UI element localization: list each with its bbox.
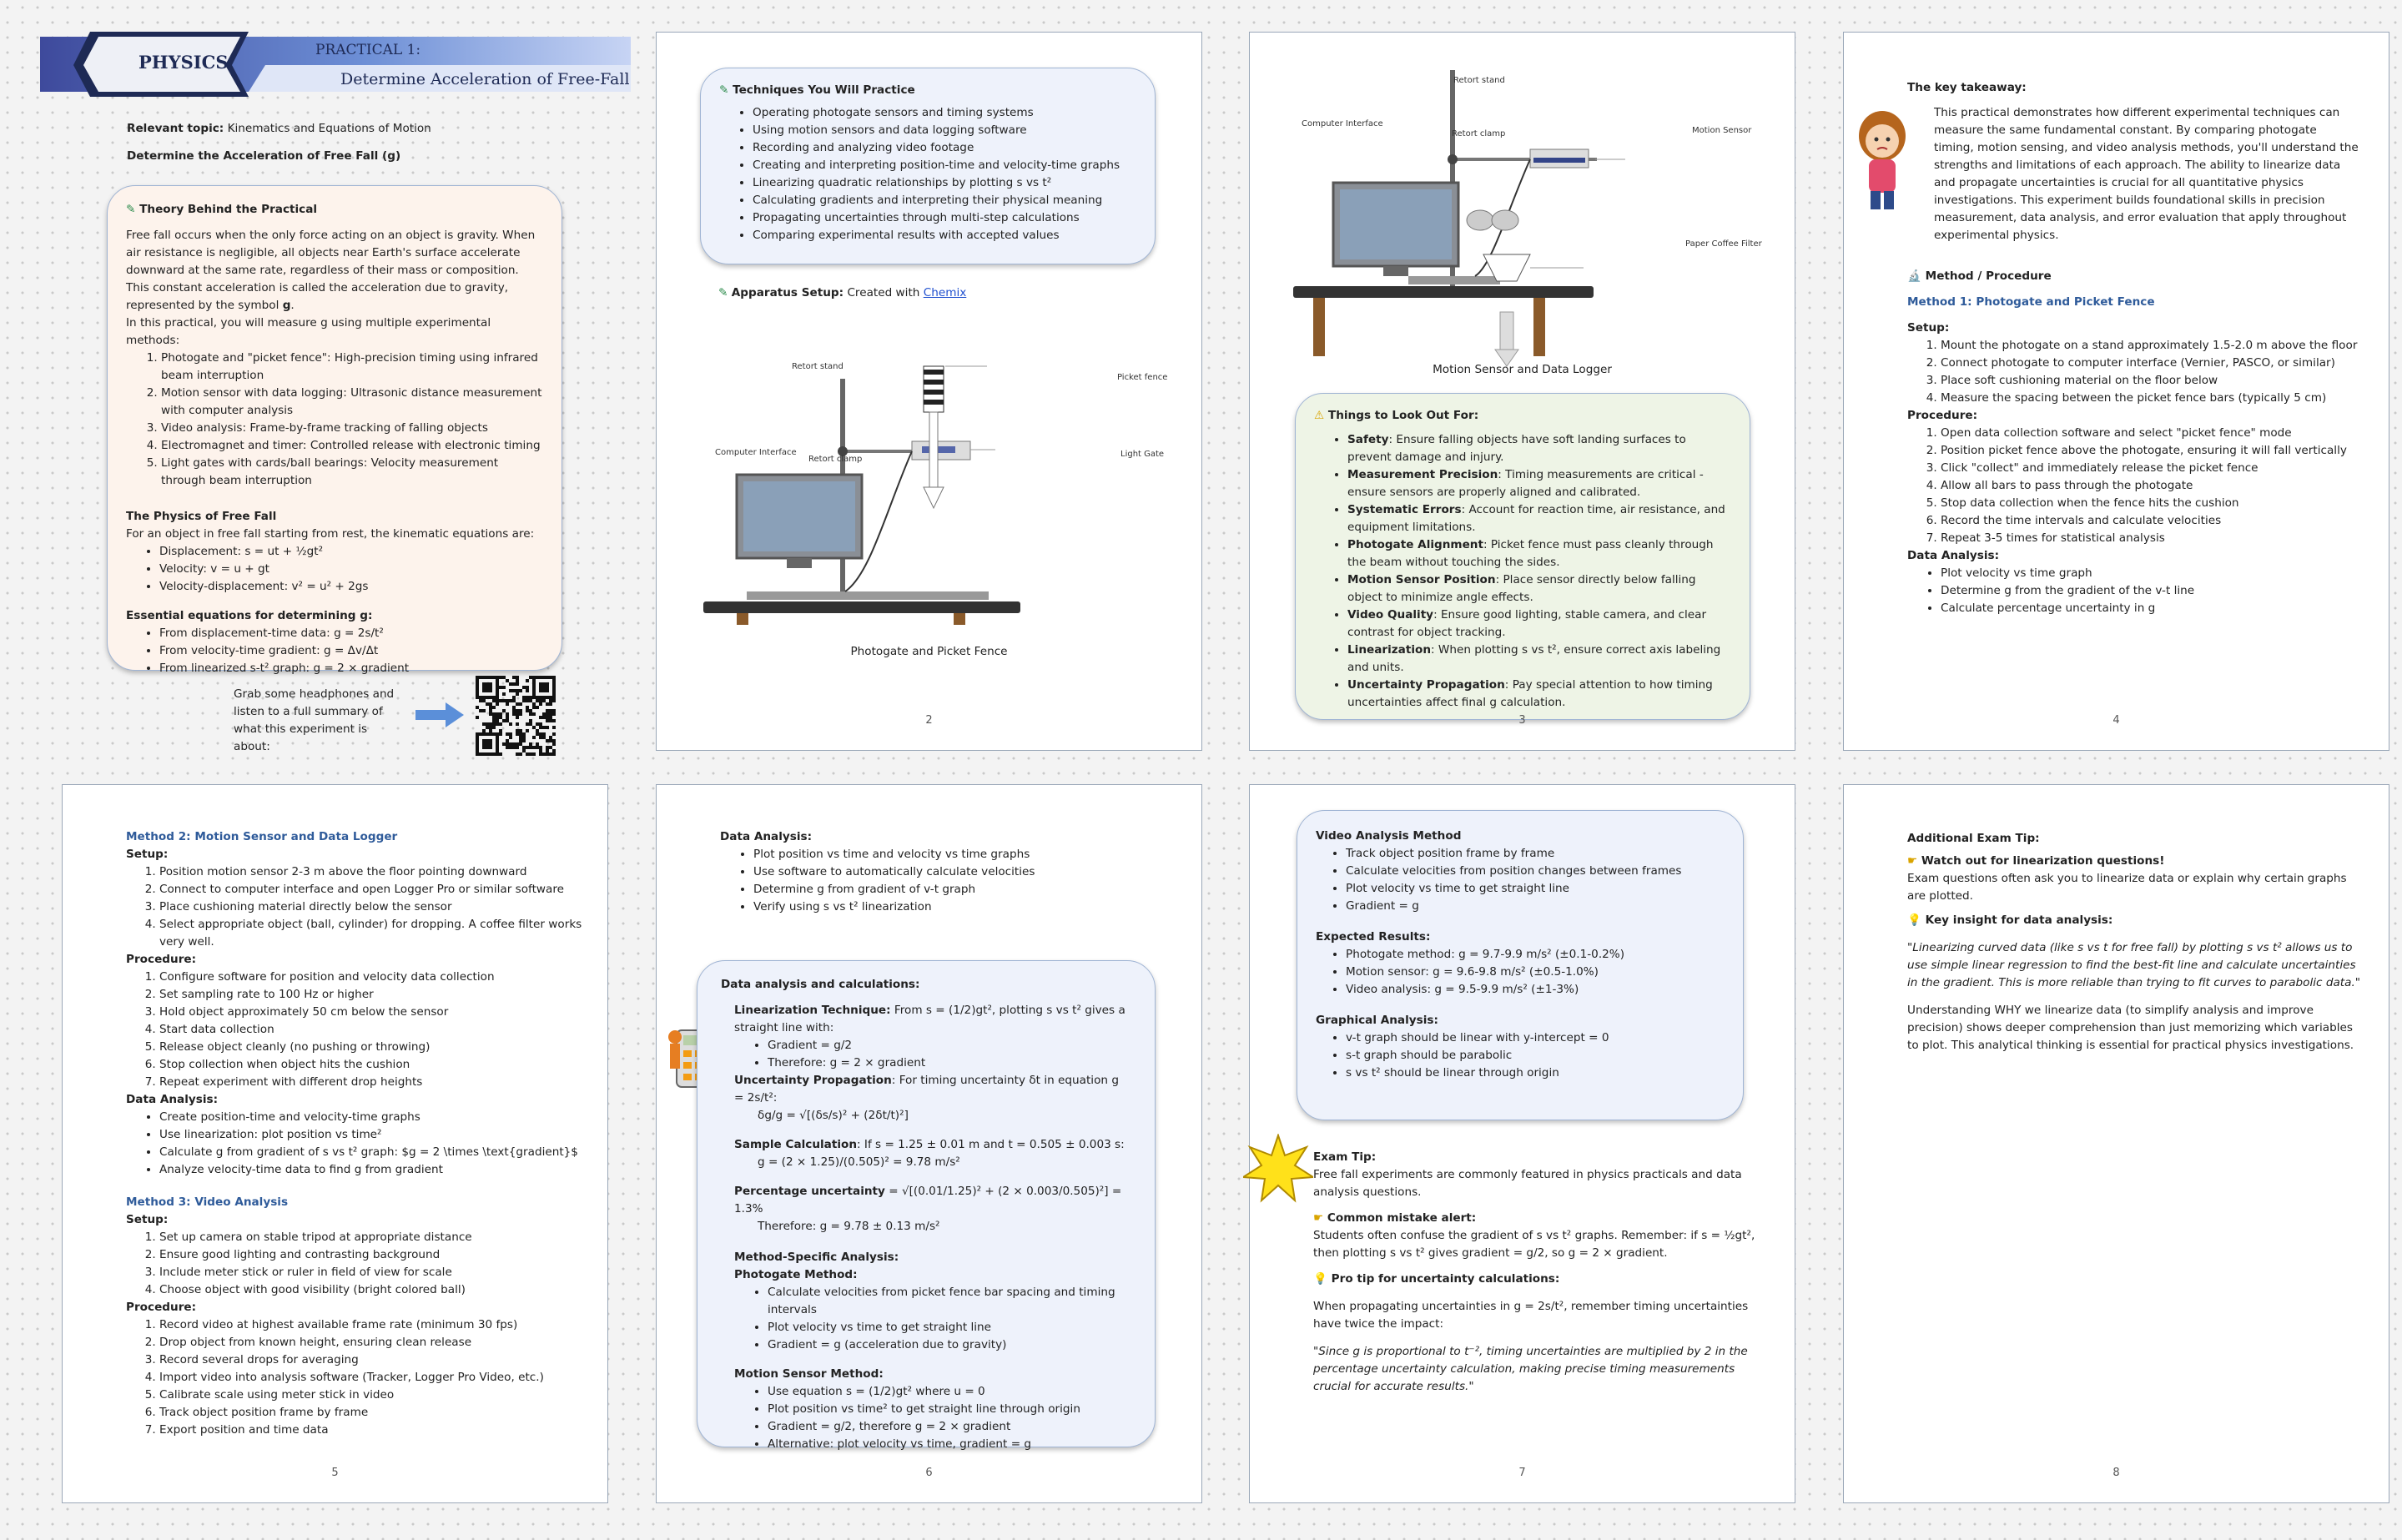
essential-list bbox=[126, 625, 543, 677]
linearization-line bbox=[721, 1002, 1131, 1037]
video-list bbox=[1316, 845, 1725, 915]
label-computer: Computer Interface bbox=[1302, 119, 1383, 128]
insight-title-text: Key insight for data analysis: bbox=[1925, 913, 2113, 927]
expected-list bbox=[1316, 946, 1725, 999]
list-item: • Use equation s = (1/2)gt² where u = 0 bbox=[768, 1383, 1131, 1401]
page-number: 3 bbox=[1518, 714, 1526, 727]
label-light-gate: Light Gate bbox=[1120, 450, 1165, 459]
methods-list bbox=[126, 350, 543, 490]
list-item: • Photogate method: g = 9.7-9.9 m/s² (±0.1-0.2%) bbox=[1346, 946, 1725, 964]
analysis-list bbox=[720, 846, 1171, 916]
starburst-icon bbox=[1243, 1134, 1313, 1204]
list-item: • Recording and analyzing video footage bbox=[753, 139, 1136, 157]
page-number: 2 bbox=[925, 714, 933, 727]
warning-icon: ⚠ bbox=[1314, 409, 1325, 422]
lin-label: Linearization Technique: bbox=[734, 1004, 891, 1017]
list-item: • Velocity: v = u + gt bbox=[159, 561, 543, 578]
m2-analysis-list bbox=[126, 1109, 593, 1179]
list-item: • Use software to automatically calculate velocities bbox=[753, 863, 1171, 881]
list-item: 3. Record several drops for averaging bbox=[159, 1351, 593, 1369]
insight-title bbox=[1907, 912, 2366, 929]
item-key: Uncertainty Propagation bbox=[1347, 678, 1505, 692]
motion-title: Motion Sensor Method: bbox=[734, 1367, 884, 1381]
label-motion-sensor: Motion Sensor bbox=[1692, 126, 1752, 135]
list-item: 2. Drop object from known height, ensuring clean release bbox=[159, 1334, 593, 1351]
list-item: • Create position-time and velocity-time graphs bbox=[159, 1109, 593, 1126]
list-item: 4. Allow all bars to pass through the photogate bbox=[1941, 477, 2374, 495]
list-item: 1. Mount the photogate on a stand approximately 1.5-2.0 m above the floor bbox=[1941, 337, 2374, 355]
physics-intro: For an object in free fall starting from rest, the kinematic equations are: bbox=[126, 527, 535, 541]
topic-value: Kinematics and Equations of Motion bbox=[227, 122, 431, 135]
list-item bbox=[1347, 501, 1731, 536]
watch-title-text: Watch out for linearization questions! bbox=[1921, 854, 2165, 868]
list-item: • Comparing experimental results with accepted values bbox=[753, 227, 1136, 244]
item-key: Systematic Errors bbox=[1347, 503, 1462, 516]
list-item: • Calculating gradients and interpreting their physical meaning bbox=[753, 192, 1136, 209]
audio-text: Grab some headphones and listen to a full summary of what this experiment is about: bbox=[234, 687, 395, 753]
percentage-result: Therefore: g = 9.78 ± 0.13 m/s² bbox=[758, 1220, 940, 1233]
label-clamp: Retort clamp bbox=[1452, 129, 1506, 138]
item-key: Photogate Alignment bbox=[1347, 538, 1483, 551]
topic-line bbox=[127, 120, 431, 138]
analysis-label: Data Analysis: bbox=[126, 1093, 219, 1106]
list-item bbox=[1347, 677, 1731, 712]
list-item: 4. Start data collection bbox=[159, 1021, 593, 1039]
topic-label: Relevant topic: bbox=[127, 122, 224, 135]
list-item: 1. Position motion sensor 2-3 m above the floor pointing downward bbox=[159, 863, 593, 881]
list-item: • Using motion sensors and data logging software bbox=[753, 122, 1136, 139]
lookout-box bbox=[1295, 393, 1750, 720]
list-item: • Analyze velocity-time data to find g from gradient bbox=[159, 1161, 593, 1179]
pointing-hand-icon: ☛ bbox=[1313, 1211, 1324, 1225]
procedure-section bbox=[1907, 268, 2374, 617]
label-clamp: Retort clamp bbox=[808, 455, 863, 464]
list-item bbox=[1347, 606, 1731, 642]
m2-procedure-list bbox=[126, 969, 593, 1091]
setup-label: Setup: bbox=[1907, 321, 1950, 335]
percentage-line bbox=[721, 1183, 1131, 1218]
data-analysis-section bbox=[720, 828, 1171, 916]
method3-title: Method 3: Video Analysis bbox=[126, 1195, 289, 1209]
list-item: 4. Select appropriate object (ball, cylinder) for dropping. A coffee filter works very well. bbox=[159, 916, 593, 951]
specific-title: Method-Specific Analysis: bbox=[734, 1251, 899, 1264]
item-value: : When plotting s vs t², ensure correct axis labeling and units. bbox=[1347, 643, 1721, 674]
list-item: • Gradient = g/2, therefore g = 2 × gradient bbox=[768, 1418, 1131, 1436]
page-2 bbox=[656, 32, 1202, 751]
graphical-list bbox=[1316, 1029, 1725, 1082]
item-key: Linearization bbox=[1347, 643, 1432, 657]
additional-title: Additional Exam Tip: bbox=[1907, 832, 2040, 845]
page-8 bbox=[1843, 784, 2389, 1503]
item-key: Safety bbox=[1347, 433, 1389, 446]
list-item: • Calculate g from gradient of s vs t² graph: $g = 2 \times \text{gradient}$ bbox=[159, 1144, 593, 1161]
protip-title-text: Pro tip for uncertainty calculations: bbox=[1331, 1272, 1560, 1286]
banner-practical: PRACTICAL 1: bbox=[315, 42, 421, 58]
list-item: 4. Choose object with good visibility (bright colored ball) bbox=[159, 1281, 593, 1299]
unc-label: Uncertainty Propagation bbox=[734, 1074, 892, 1087]
list-item: 2. Connect to computer interface and open Logger Pro or similar software bbox=[159, 881, 593, 898]
kinematics-list bbox=[126, 543, 543, 596]
list-item: • Displacement: s = ut + ½gt² bbox=[159, 543, 543, 561]
list-item: 1. Record video at highest available frame rate (minimum 30 fps) bbox=[159, 1316, 593, 1334]
uncertainty-equation: δg/g = √[(δs/s)² + (2δt/t)²] bbox=[758, 1109, 909, 1122]
list-item: 7. Repeat 3-5 times for statistical analysis bbox=[1941, 530, 2374, 547]
list-item: • Gradient = g bbox=[1346, 898, 1725, 915]
list-item: 7. Export position and time data bbox=[159, 1422, 593, 1439]
list-item: 1. Set up camera on stable tripod at appropriate distance bbox=[159, 1229, 593, 1246]
pencil-icon: ✎ bbox=[126, 203, 136, 216]
item-value: : Account for reaction time, air resistance, and equipment limitations. bbox=[1347, 503, 1725, 534]
list-item: • Creating and interpreting position-time and velocity-time graphs bbox=[753, 157, 1136, 174]
graphical-title: Graphical Analysis: bbox=[1316, 1014, 1438, 1027]
method1-title: Method 1: Photogate and Picket Fence bbox=[1907, 295, 2155, 309]
list-item: • v-t graph should be linear with y-intercept = 0 bbox=[1346, 1029, 1725, 1047]
unc-text: : For timing uncertainty δt in equation g = 2s/t²: bbox=[734, 1074, 1119, 1105]
mistake-title bbox=[1313, 1210, 1764, 1227]
lookout-list bbox=[1314, 431, 1731, 712]
thinking-girl-illustration bbox=[1852, 104, 1911, 213]
list-item: 5. Release object cleanly (no pushing or throwing) bbox=[159, 1039, 593, 1056]
list-item: • Therefore: g = 2 × gradient bbox=[768, 1054, 1131, 1072]
photogate-title: Photogate Method: bbox=[734, 1268, 858, 1281]
page-number: 7 bbox=[1518, 1467, 1526, 1479]
list-item bbox=[1347, 642, 1731, 677]
exam-tip-text: Free fall experiments are commonly featured in physics practicals and data analysis questions. bbox=[1313, 1168, 1742, 1199]
protip-text: When propagating uncertainties in g = 2s/t², remember timing uncertainties have twice the impact: bbox=[1313, 1300, 1749, 1331]
list-item: 3. Include meter stick or ruler in field of view for scale bbox=[159, 1264, 593, 1281]
page-7 bbox=[1249, 784, 1795, 1503]
list-item: • Plot position vs time² to get straight line through origin bbox=[768, 1401, 1131, 1418]
sample-text: : If s = 1.25 ± 0.01 m and t = 0.505 ± 0.003 s: bbox=[857, 1138, 1125, 1151]
list-item: • From linearized s-t² graph: g = 2 × gradient bbox=[159, 660, 543, 677]
label-computer: Computer Interface bbox=[715, 448, 797, 457]
list-item: • s vs t² should be linear through origin bbox=[1346, 1064, 1725, 1082]
motion-list bbox=[721, 1383, 1131, 1453]
list-item: 2. Position picket fence above the photogate, ensuring it will fall vertically bbox=[1941, 442, 2374, 460]
lookout-title-text: Things to Look Out For: bbox=[1327, 409, 1479, 422]
list-item: • Operating photogate sensors and timing systems bbox=[753, 104, 1136, 122]
procedure-label: Procedure: bbox=[126, 1301, 197, 1314]
lin-list bbox=[721, 1037, 1131, 1072]
method-title-text: Method / Procedure bbox=[1925, 269, 2052, 283]
label-retort-stand: Retort stand bbox=[792, 362, 843, 371]
techniques-title-text: Techniques You Will Practice bbox=[733, 83, 915, 97]
list-item: • Gradient = g (acceleration due to gravity) bbox=[768, 1336, 1131, 1354]
techniques-list bbox=[719, 104, 1136, 244]
list-item: 4. Electromagnet and timer: Controlled release with electronic timing bbox=[161, 437, 543, 455]
theory-paragraph: Free fall occurs when the only force acting on an object is gravity. When air resistance is negligible, all objects near Earth's surface accelerate downward at the same rate, regardless of their mass or composition. This constant acceleration is called the acceleration due to gravity, represented by the symbol g. bbox=[126, 229, 536, 312]
analysis-label: Data Analysis: bbox=[720, 830, 813, 843]
techniques-title bbox=[719, 82, 1136, 99]
page-4 bbox=[1843, 32, 2389, 751]
sample-equation: g = (2 × 1.25)/(0.505)² = 9.78 m/s² bbox=[758, 1155, 960, 1169]
list-item: • Plot velocity vs time to get straight line bbox=[768, 1319, 1131, 1336]
list-item: 2. Motion sensor with data logging: Ultrasonic distance measurement with computer analysis bbox=[161, 385, 543, 420]
theory-title-text: Theory Behind the Practical bbox=[139, 203, 318, 216]
item-value: : Ensure good lighting, stable camera, and clear contrast for object tracking. bbox=[1347, 608, 1707, 639]
page-number: 8 bbox=[2112, 1467, 2120, 1479]
exam-tip-title: Exam Tip: bbox=[1313, 1150, 1377, 1164]
uncertainty-line bbox=[721, 1072, 1131, 1107]
procedure-list bbox=[1907, 425, 2374, 547]
list-item: • Track object position frame by frame bbox=[1346, 845, 1725, 863]
list-item: 2. Ensure good lighting and contrasting background bbox=[159, 1246, 593, 1264]
closing-text: Understanding WHY we linearize data (to simplify analysis and improve precision) shows deeper comprehension than just memorizing which variables to plot. This analytical thinking is essential for practical physics investigations. bbox=[1907, 1004, 2354, 1052]
motion-sensor-caption: Motion Sensor and Data Logger bbox=[1433, 363, 1612, 376]
photogate-list bbox=[721, 1284, 1131, 1354]
lin-text: From s = (1/2)gt², plotting s vs t² gives a straight line with: bbox=[734, 1004, 1125, 1034]
pct-text: = √[(0.01/1.25)² + (2 × 0.003/0.505)²] = 1.3% bbox=[734, 1185, 1122, 1215]
list-item: 1. Open data collection software and select "picket fence" mode bbox=[1941, 425, 2374, 442]
list-item bbox=[1347, 466, 1731, 501]
list-item: • Calculate velocities from picket fence bar spacing and timing intervals bbox=[768, 1284, 1131, 1319]
list-item bbox=[1347, 571, 1731, 606]
photogate-diagram bbox=[703, 341, 1137, 625]
list-item: 7. Repeat experiment with different drop heights bbox=[159, 1074, 593, 1091]
page-number: 4 bbox=[2112, 714, 2120, 727]
item-key: Measurement Precision bbox=[1347, 468, 1498, 481]
list-item bbox=[1347, 536, 1731, 571]
essential-title: Essential equations for determining g: bbox=[126, 609, 373, 622]
list-item: • Propagating uncertainties through multi-step calculations bbox=[753, 209, 1136, 227]
lookout-title bbox=[1314, 407, 1731, 425]
list-item: • From velocity-time gradient: g = Δv/Δt bbox=[159, 642, 543, 660]
procedure-label: Procedure: bbox=[126, 953, 197, 966]
list-item: 4. Measure the spacing between the picket fence bars (typically 5 cm) bbox=[1941, 390, 2374, 407]
mistake-title-text: Common mistake alert: bbox=[1327, 1211, 1477, 1225]
m3-procedure-list bbox=[126, 1316, 593, 1439]
banner-subject: PHYSICS bbox=[138, 52, 229, 73]
video-title: Video Analysis Method bbox=[1316, 829, 1462, 843]
label-retort-stand: Retort stand bbox=[1453, 76, 1505, 85]
list-item: • s-t graph should be parabolic bbox=[1346, 1047, 1725, 1064]
analysis-list bbox=[1907, 565, 2374, 617]
page-3 bbox=[1249, 32, 1795, 751]
calculations-box bbox=[697, 960, 1156, 1451]
item-key: Motion Sensor Position bbox=[1347, 573, 1496, 586]
exam-tips-section bbox=[1313, 1149, 1764, 1396]
arrow-right-icon bbox=[415, 702, 464, 727]
list-item: • Calculate percentage uncertainty in g bbox=[1941, 600, 2374, 617]
list-item: 3. Hold object approximately 50 cm below the sensor bbox=[159, 1004, 593, 1021]
apparatus-line bbox=[718, 284, 966, 302]
list-item: 6. Stop collection when object hits the cushion bbox=[159, 1056, 593, 1074]
setup-label: Setup: bbox=[126, 848, 169, 861]
techniques-box bbox=[700, 68, 1156, 264]
list-item: 6. Record the time intervals and calculate velocities bbox=[1941, 512, 2374, 530]
apparatus-label: Apparatus Setup: bbox=[731, 286, 844, 299]
apparatus-text: Created with bbox=[847, 286, 920, 299]
motion-sensor-diagram bbox=[1283, 58, 1750, 375]
takeaway-title: The key takeaway: bbox=[1907, 81, 2027, 94]
list-item bbox=[1347, 431, 1731, 466]
lightbulb-icon: 💡 bbox=[1313, 1272, 1327, 1286]
list-item: • Determine g from the gradient of the v-t line bbox=[1941, 582, 2374, 600]
protip-quote: "Since g is proportional to t⁻², timing uncertainties are multiplied by 2 in the percentage uncertainty calculation, making precise timing measurements crucial for accurate results." bbox=[1313, 1345, 1748, 1393]
setup-list bbox=[1907, 337, 2374, 407]
list-item: 3. Click "collect" and immediately release the picket fence bbox=[1941, 460, 2374, 477]
sample-label: Sample Calculation bbox=[734, 1138, 858, 1151]
expected-title: Expected Results: bbox=[1316, 930, 1431, 944]
item-value: : Timing measurements are critical - ensure sensors are properly aligned and calibrated. bbox=[1347, 468, 1704, 499]
label-filter: Paper Coffee Filter bbox=[1685, 239, 1762, 249]
list-item: • Gradient = g/2 bbox=[768, 1037, 1131, 1054]
page-number: 6 bbox=[925, 1467, 933, 1479]
pct-label: Percentage uncertainty bbox=[734, 1185, 885, 1198]
method-title bbox=[1907, 268, 2374, 285]
theory-box bbox=[107, 185, 562, 675]
setup-label: Setup: bbox=[126, 1213, 169, 1226]
page-5 bbox=[62, 784, 608, 1503]
list-item: 1. Configure software for position and velocity data collection bbox=[159, 969, 593, 986]
chemix-link[interactable]: Chemix bbox=[923, 286, 967, 299]
item-value: : Ensure falling objects have soft landing surfaces to prevent damage and injury. bbox=[1347, 433, 1686, 464]
list-item: • From displacement-time data: g = 2s/t² bbox=[159, 625, 543, 642]
list-item: 1. Photogate and "picket fence": High-precision timing using infrared beam interruption bbox=[161, 350, 543, 385]
lightbulb-icon: 💡 bbox=[1907, 913, 1921, 927]
test-tube-icon: ✎ bbox=[718, 286, 728, 299]
theory-intro: In this practical, you will measure g using multiple experimental methods: bbox=[126, 316, 491, 347]
qr-code[interactable] bbox=[476, 676, 556, 756]
list-item: 3. Video analysis: Frame-by-frame tracking of falling objects bbox=[161, 420, 543, 437]
list-item: • Plot position vs time and velocity vs time graphs bbox=[753, 846, 1171, 863]
procedure-label: Procedure: bbox=[1907, 409, 1978, 422]
list-item: • Alternative: plot velocity vs time, gradient = g bbox=[768, 1436, 1131, 1453]
list-item: • Calculate velocities from position changes between frames bbox=[1346, 863, 1725, 880]
list-item: 3. Place soft cushioning material on the floor below bbox=[1941, 372, 2374, 390]
theory-title bbox=[126, 201, 543, 219]
watch-title bbox=[1907, 853, 2366, 870]
list-item: 2. Set sampling rate to 100 Hz or higher bbox=[159, 986, 593, 1004]
item-value: : Pay special attention to how timing uncertainties affect final g calculation. bbox=[1347, 678, 1713, 709]
list-item: 4. Import video into analysis software (Tracker, Logger Pro Video, etc.) bbox=[159, 1369, 593, 1387]
page-heading: Determine the Acceleration of Free Fall (g) bbox=[127, 149, 401, 163]
m2-setup-list bbox=[126, 863, 593, 951]
list-item: 5. Calibrate scale using meter stick in video bbox=[159, 1387, 593, 1404]
video-results-box bbox=[1297, 810, 1744, 1120]
m3-setup-list bbox=[126, 1229, 593, 1299]
method2-title: Method 2: Motion Sensor and Data Logger bbox=[126, 830, 398, 843]
title-banner bbox=[40, 32, 631, 97]
list-item: 5. Stop data collection when the fence hits the cushion bbox=[1941, 495, 2374, 512]
pencil-icon: ✎ bbox=[719, 83, 729, 97]
list-item: 5. Light gates with cards/ball bearings: Velocity measurement through beam interruption bbox=[161, 455, 543, 490]
list-item: • Motion sensor: g = 9.6-9.8 m/s² (±0.5-1.0%) bbox=[1346, 964, 1725, 981]
takeaway-text: This practical demonstrates how different experimental techniques can measure the same fundamental constant. By comparing photogate timing, motion sensing, and video analysis methods, you'll understand the strengths and limitations of each approach. The ability to linearize data and propagate uncertainties is crucial for all quantitative physics investigations. This experiment builds foundational skills in precision measurement, data analysis, and error evaluation that apply throughout experimental physics. bbox=[1934, 106, 2359, 242]
microscope-icon: 🔬 bbox=[1907, 269, 1921, 283]
physics-title: The Physics of Free Fall bbox=[126, 510, 277, 523]
item-value: : Picket fence must pass cleanly through the beam without touching the sides. bbox=[1347, 538, 1714, 569]
list-item: • Use linearization: plot position vs time² bbox=[159, 1126, 593, 1144]
page-1 bbox=[40, 32, 630, 766]
insight-quote: "Linearizing curved data (like s vs t for free fall) by plotting s vs t² allows us to use simple linear regression to find the best-fit line and calculate uncertainties in the gradient. This is more reliable than trying to fit curves to parabolic data." bbox=[1907, 941, 2361, 989]
list-item: • Plot velocity vs time to get straight line bbox=[1346, 880, 1725, 898]
list-item: 6. Track object position frame by frame bbox=[159, 1404, 593, 1422]
page-6 bbox=[656, 784, 1202, 1503]
watch-text: Exam questions often ask you to linearize data or explain why certain graphs are plotted. bbox=[1907, 872, 2347, 903]
list-item: • Velocity-displacement: v² = u² + 2gs bbox=[159, 578, 543, 596]
calc-title: Data analysis and calculations: bbox=[721, 978, 920, 991]
label-picket-fence: Picket fence bbox=[1117, 373, 1168, 382]
pointing-hand-icon: ☛ bbox=[1907, 854, 1918, 868]
list-item: • Linearizing quadratic relationships by plotting s vs t² bbox=[753, 174, 1136, 192]
list-item: • Determine g from gradient of v-t graph bbox=[753, 881, 1171, 898]
theory-para-text: Free fall occurs when the only force acting on an object is gravity. When air resistance is negligible, all objects near Earth's surface accelerate downward at the same rate, regardless of their mass or composition. This constant acceleration is called the acceleration due to gravity, represented by the symbol bbox=[126, 229, 536, 312]
item-key: Video Quality bbox=[1347, 608, 1434, 622]
methods-2-3 bbox=[126, 828, 593, 1439]
list-item: • Verify using s vs t² linearization bbox=[753, 898, 1171, 916]
theory-g-symbol: g bbox=[282, 299, 291, 312]
list-item: 2. Connect photogate to computer interface (Vernier, PASCO, or similar) bbox=[1941, 355, 2374, 372]
sample-line bbox=[721, 1136, 1131, 1154]
list-item: • Plot velocity vs time graph bbox=[1941, 565, 2374, 582]
protip-title bbox=[1313, 1271, 1764, 1288]
photogate-caption: Photogate and Picket Fence bbox=[850, 645, 1008, 658]
list-item: 3. Place cushioning material directly below the sensor bbox=[159, 898, 593, 916]
mistake-text: Students often confuse the gradient of s vs t² graphs. Remember: if s = ½gt², then plotting s vs t² gives gradient = g/2, so g = 2 × gradient. bbox=[1313, 1229, 1755, 1260]
banner-title: Determine Acceleration of Free-Fall bbox=[340, 70, 630, 88]
page-number: 5 bbox=[331, 1467, 339, 1479]
analysis-label: Data Analysis: bbox=[1907, 549, 2000, 562]
item-value: : Place sensor directly below falling object to minimize angle effects. bbox=[1347, 573, 1696, 604]
additional-tip-section bbox=[1907, 830, 2366, 1054]
list-item: • Video analysis: g = 9.5-9.9 m/s² (±1-3%) bbox=[1346, 981, 1725, 999]
